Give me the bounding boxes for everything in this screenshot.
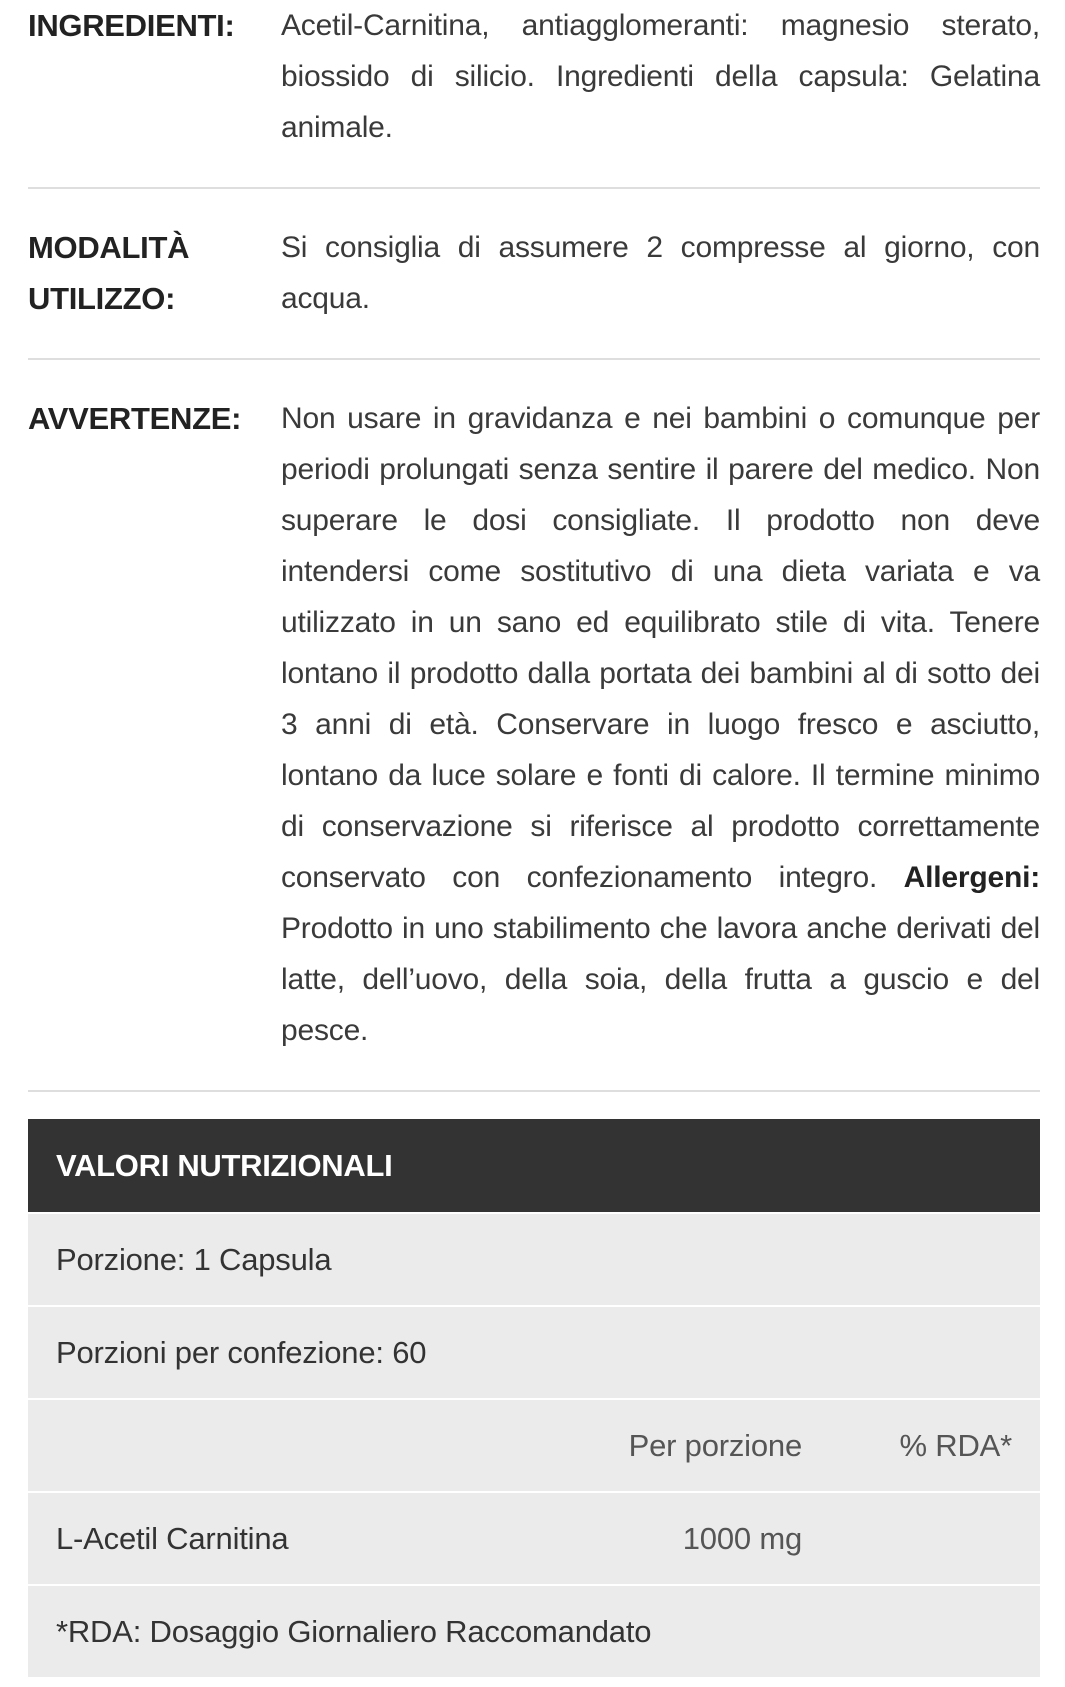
divider: [28, 187, 1040, 189]
nutrition-table: [28, 1119, 1040, 1677]
usage-text: Si consiglia di assumere 2 compresse al giorno, con acqua.: [281, 231, 1040, 315]
ingredients-text: Acetil-Carnitina, antiagglomeranti: magnesio sterato, biossido di silicio. Ingredienti della capsula: Gelatina animale.: [281, 9, 1040, 144]
warnings-section: [28, 393, 1040, 1056]
footnote-row: [28, 1584, 1040, 1677]
table-header-row: [28, 1398, 1040, 1491]
servings-per-container: Porzioni per confezione: 60: [56, 1334, 427, 1370]
warnings-label: AVVERTENZE:: [28, 401, 242, 436]
allergens-text: Prodotto in uno stabilimento che lavora anche derivati del latte, dell’uovo, della soia, della frutta a guscio e del pesce.: [281, 912, 1040, 1047]
usage-section: [28, 222, 1040, 324]
allergens-label: Allergeni:: [903, 861, 1040, 894]
nutrition-table-title: VALORI NUTRIZIONALI: [28, 1119, 1040, 1212]
warnings-text: [281, 393, 1040, 1056]
serving-size: Porzione: 1 Capsula: [56, 1241, 332, 1277]
column-header-per-serving: Per porzione: [628, 1427, 802, 1463]
usage-label-line2: UTILIZZO:: [28, 281, 176, 316]
nutrient-per-serving: 1000 mg: [682, 1520, 802, 1556]
usage-label: [28, 222, 281, 324]
usage-label-line1: MODALITÀ: [28, 230, 190, 265]
warnings-text-main: Non usare in gravidanza e nei bambini o comunque per periodi prolungati senza sentire il parere del medico. Non superare le dosi consigliate. Il prodotto non deve intendersi come sostitutivo di una dieta variata e va utilizzato in un sano ed equilibrato stile di vita. Tenere lontano il prodotto dalla portata dei bambini al di sotto dei 3 anni di età. Conservare in luogo fresco e asciutto, lontano da luce solare e fonti di calore. Il termine minimo di conservazione si riferisce al prodotto correttamente conservato con confezionamento integro.: [281, 402, 1040, 894]
servings-per-container-row: [28, 1305, 1040, 1398]
ingredients-label: INGREDIENTI:: [28, 8, 235, 43]
nutrient-name: L-Acetil Carnitina: [56, 1520, 289, 1556]
serving-size-row: [28, 1212, 1040, 1305]
divider: [28, 358, 1040, 360]
column-header-rda: % RDA*: [899, 1427, 1012, 1463]
table-row: [28, 1491, 1040, 1584]
ingredients-section: [28, 0, 1040, 153]
product-info: [28, 0, 1040, 1677]
rda-footnote: *RDA: Dosaggio Giornaliero Raccomandato: [56, 1613, 652, 1649]
divider: [28, 1090, 1040, 1092]
